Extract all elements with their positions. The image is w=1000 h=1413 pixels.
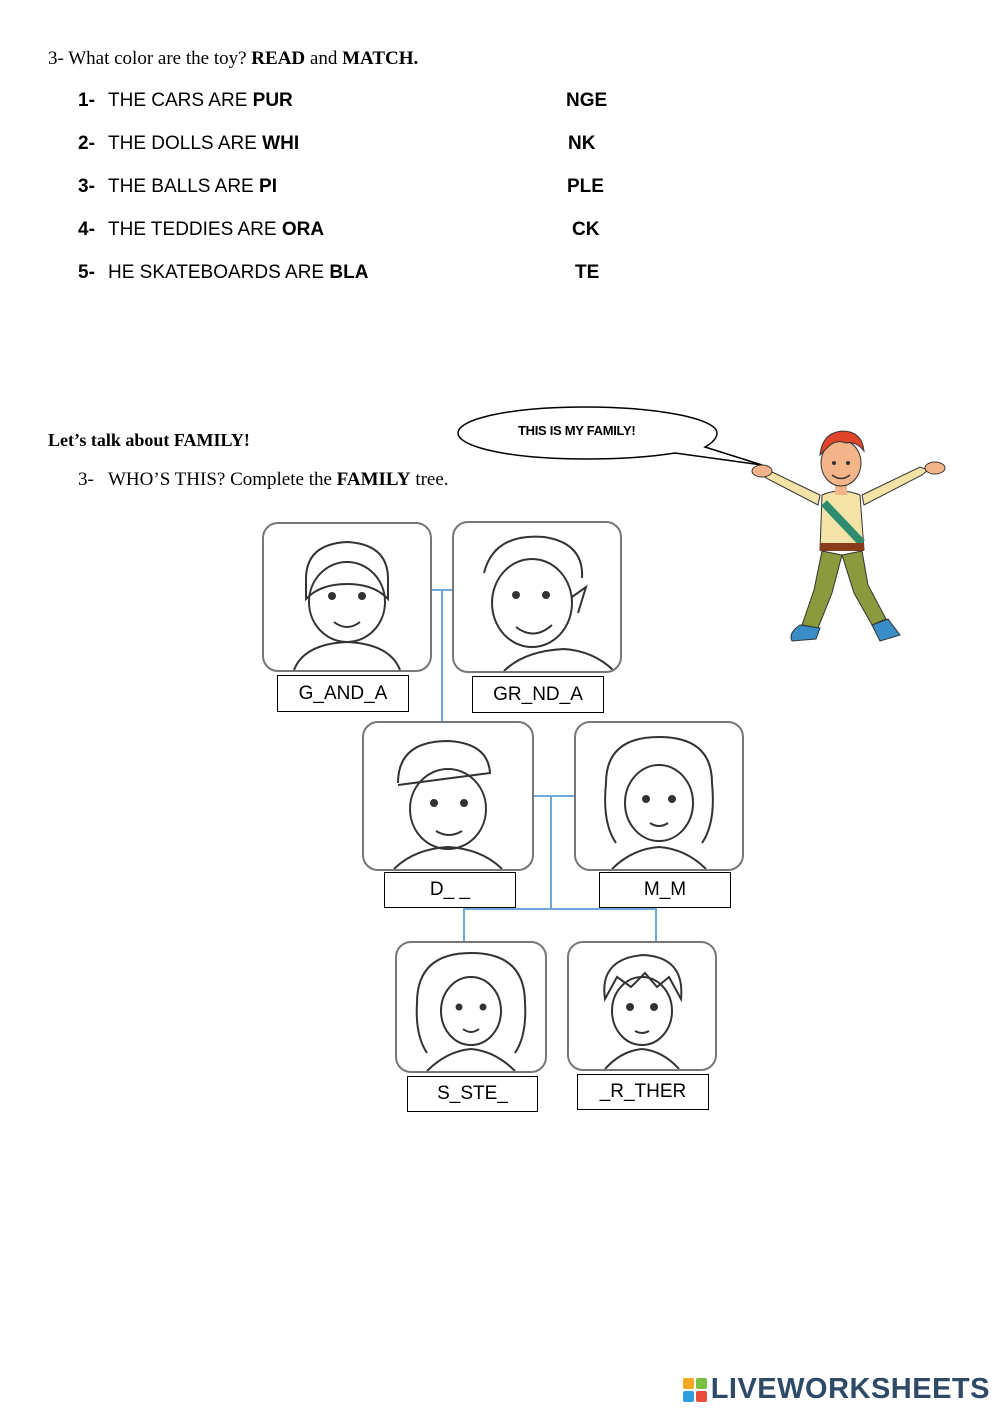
match-row-4: 4- THE TEDDIES ARE ORA	[78, 219, 325, 240]
section1-title: 3- What color are the toy? READ and MATCH.	[48, 48, 419, 69]
grandma-label[interactable]: G_AND_A	[277, 675, 409, 712]
liveworksheets-logo	[683, 1373, 990, 1406]
match-answer-1[interactable]: NGE	[566, 90, 608, 111]
match-row-2: 2- THE DOLLS ARE WHI	[78, 133, 300, 154]
mum-label[interactable]: M_M	[599, 872, 731, 908]
mum-portrait	[574, 721, 744, 871]
match-row-5: 5- HE SKATEBOARDS ARE BLA	[78, 262, 369, 283]
match-answer-3[interactable]: PLE	[567, 176, 604, 197]
tree-line-brother	[655, 908, 657, 941]
brother-portrait	[567, 941, 717, 1071]
brother-face-icon	[569, 943, 715, 1069]
match-answer-5[interactable]: TE	[575, 262, 600, 283]
grandpa-face-icon	[454, 523, 620, 671]
tree-line-grandparents-down	[441, 589, 443, 722]
boy-character-illustration	[750, 425, 955, 660]
tree-line-children	[463, 908, 656, 910]
sister-face-icon	[397, 943, 545, 1071]
tree-line-parents-down	[550, 795, 552, 909]
tree-line-sister	[463, 908, 465, 941]
match-answer-4[interactable]: CK	[572, 219, 600, 240]
grandma-portrait	[262, 522, 432, 672]
grandpa-label[interactable]: GR_ND_A	[472, 676, 604, 713]
match-row-3: 3- THE BALLS ARE PI	[78, 176, 277, 197]
sister-portrait	[395, 941, 547, 1073]
liveworksheets-logo-text: LIVEWORKSHEETS	[710, 1373, 990, 1405]
brother-label[interactable]: _R_THER	[577, 1074, 709, 1110]
tree-line-parents	[530, 795, 574, 797]
match-row-1: 1- THE CARS ARE PUR	[78, 90, 293, 111]
dad-face-icon	[364, 723, 532, 869]
dad-label[interactable]: D_ _	[384, 872, 516, 908]
grandma-face-icon	[264, 524, 430, 670]
family-question: 3- WHO’S THIS? Complete the FAMILY tree.	[78, 469, 449, 490]
speech-bubble-text: THIS IS MY FAMILY!	[518, 423, 636, 438]
grandpa-portrait	[452, 521, 622, 673]
liveworksheets-logo-icon	[683, 1378, 707, 1402]
dad-portrait	[362, 721, 534, 871]
family-section-title: Let’s talk about FAMILY!	[48, 430, 250, 450]
match-answer-2[interactable]: NK	[568, 133, 596, 154]
mum-face-icon	[576, 723, 742, 869]
sister-label[interactable]: S_STE_	[407, 1076, 538, 1112]
